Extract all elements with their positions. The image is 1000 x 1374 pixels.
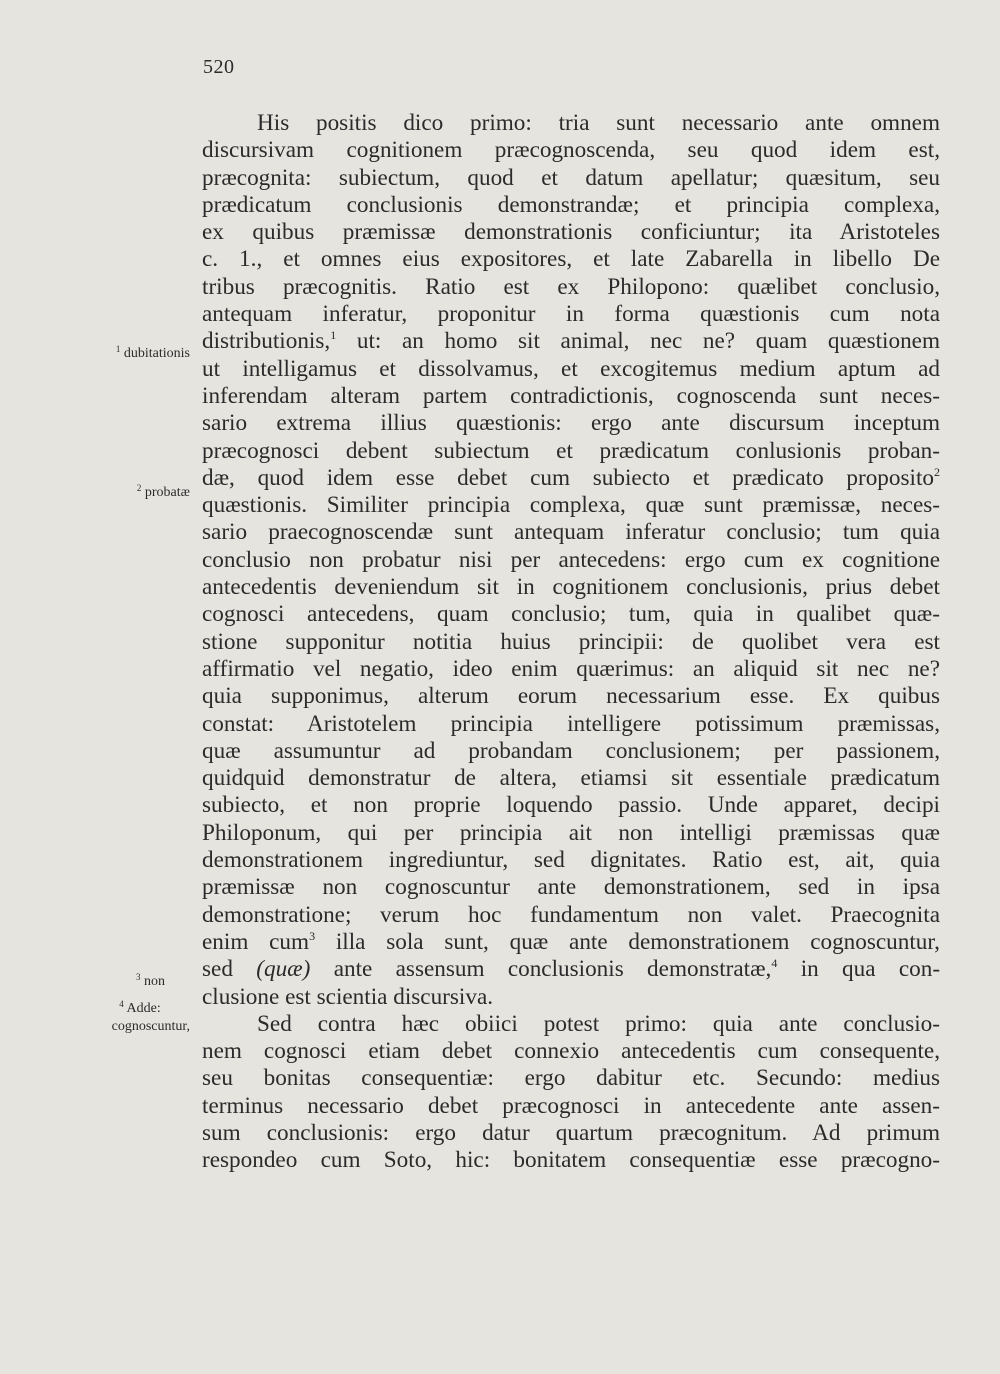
text-fragment: distributionis, <box>202 328 331 355</box>
text-line: tribus præcognitis. Ratio est ex Philopono: quælibet conclusio, <box>202 273 940 300</box>
footnote-marker: 1 <box>330 328 337 343</box>
text-fragment: enim cum <box>202 928 310 955</box>
text-line: præcognosci debent subiectum et prædicatum conlusionis proban- <box>202 437 940 464</box>
text-line <box>202 929 940 956</box>
margin-note-number: 3 <box>136 972 141 982</box>
margin-note <box>60 484 190 502</box>
text-fragment: in qua con- <box>800 956 941 983</box>
text-fragment: ut: an homo sit animal, nec ne? quam quæstionem <box>356 328 940 355</box>
text-line: cognosci antecedens, quam conclusio; tum, quia in qualibet quæ- <box>202 601 940 628</box>
margin-note <box>60 1000 190 1036</box>
text-line: antecedentis deveniendum sit in cognitionem conclusionis, prius debet <box>202 574 940 601</box>
text-line: terminus necessario debet præcognosci in antecedente ante assen- <box>202 1092 940 1119</box>
text-line: sario extrema illius quæstionis: ergo ante discursum inceptum <box>202 410 940 437</box>
margin-note <box>60 345 190 363</box>
text-line: affirmatio vel negatio, ideo enim quærimus: an aliquid sit nec ne? <box>202 655 940 682</box>
italic-fragment: (quæ) <box>256 956 311 983</box>
margin-note-text: dubitationis <box>123 346 190 361</box>
text-line: sum conclusionis: ergo datur quartum præcognitum. Ad primum <box>202 1119 940 1146</box>
page-number: 520 <box>203 56 235 78</box>
footnote-marker: 4 <box>771 956 778 971</box>
text-line: præmissæ non cognoscuntur ante demonstrationem, sed in ipsa <box>202 874 940 901</box>
text-line: inferendam alteram partem contradictionis, cognoscenda sunt neces- <box>202 382 940 409</box>
text-line: Sed contra hæc obiici potest primo: quia ante conclusio- <box>257 1010 940 1037</box>
margin-note-number: 2 <box>136 483 142 493</box>
text-line: nem cognosci etiam debet connexio antecedentis cum consequente, <box>202 1038 940 1065</box>
text-line: respondeo cum Soto, hic: bonitatem consequentiæ esse præcogno- <box>202 1147 940 1174</box>
text-line: quidquid demonstratur de altera, etiamsi sit essentiale prædicatum <box>202 765 940 792</box>
text-line: demonstrationem ingrediuntur, sed dignitates. Ratio est, ait, quia <box>202 847 940 874</box>
margin-note-number: 4 <box>119 999 124 1009</box>
text-line: quia supponimus, alterum eorum necessarium esse. Ex quibus <box>202 683 940 710</box>
margin-note-text: Adde: <box>126 1001 161 1016</box>
text-line: stione supponitur notitia huius principii: de quolibet vera est <box>202 628 940 655</box>
body-text <box>202 110 940 1175</box>
text-line: quæstionis. Similiter principia complexa, quæ sunt præmissæ, neces- <box>202 492 940 519</box>
margin-note <box>60 973 165 991</box>
text-line: His positis dico primo: tria sunt necessario ante omnem <box>257 110 940 136</box>
text-line: prædicatum conclusionis demonstrandæ; et principia complexa, <box>202 191 940 218</box>
margin-note-text: cognoscuntur, <box>111 1019 190 1034</box>
text-line: constat: Aristotelem principia intelligere potissimum præmissas, <box>202 710 940 737</box>
margin-note-text: non <box>144 974 165 989</box>
footnote-marker: 2 <box>934 464 940 479</box>
text-line: conclusio non probatur nisi per antecedens: ergo cum ex cognitione <box>202 546 940 573</box>
text-line <box>202 328 940 355</box>
text-line <box>202 956 940 983</box>
text-fragment: dæ, quod idem esse debet cum subiecto et prædicato proposito <box>202 464 934 491</box>
text-line: seu bonitas consequentiæ: ergo dabitur etc. Secundo: medius <box>202 1065 940 1092</box>
text-line: ut intelligamus et dissolvamus, et excogitemus medium aptum ad <box>202 355 940 382</box>
text-line: Philoponum, qui per principia ait non intelligi præmissas quæ <box>202 819 940 846</box>
text-fragment: sed <box>202 956 233 983</box>
text-line <box>202 465 940 492</box>
margin-note-text: probatæ <box>144 485 190 500</box>
margin-note-number: 1 <box>115 344 121 354</box>
text-fragment: illa sola sunt, quæ ante demonstrationem cognoscuntur, <box>335 928 940 955</box>
text-line: præcognita: subiectum, quod et datum apellatur; quæsitum, seu <box>202 164 940 191</box>
margin-note-first-line <box>60 1000 190 1018</box>
text-line: quæ assumuntur ad probandam conclusionem; per passionem, <box>202 737 940 764</box>
footnote-marker: 3 <box>309 928 316 943</box>
text-line: sario praecognoscendæ sunt antequam inferatur conclusio; tum quia <box>202 519 940 546</box>
text-line: antequam inferatur, proponitur in forma quæstionis cum nota <box>202 301 940 328</box>
text-line: clusione est scientia discursiva. <box>202 983 494 1010</box>
text-line: discursivam cognitionem præcognoscenda, seu quod idem est, <box>202 137 940 164</box>
text-line: demonstratione; verum hoc fundamentum non valet. Praecognita <box>202 901 940 928</box>
text-fragment: ante assensum conclusionis demonstratæ, <box>333 956 772 983</box>
text-line: ex quibus præmissæ demonstrationis conficiuntur; ita Aristoteles <box>202 219 940 246</box>
text-line: c. 1., et omnes eius expositores, et late Zabarella in libello De <box>202 246 940 273</box>
text-line: subiecto, et non proprie loquendo passio. Unde apparet, decipi <box>202 792 940 819</box>
